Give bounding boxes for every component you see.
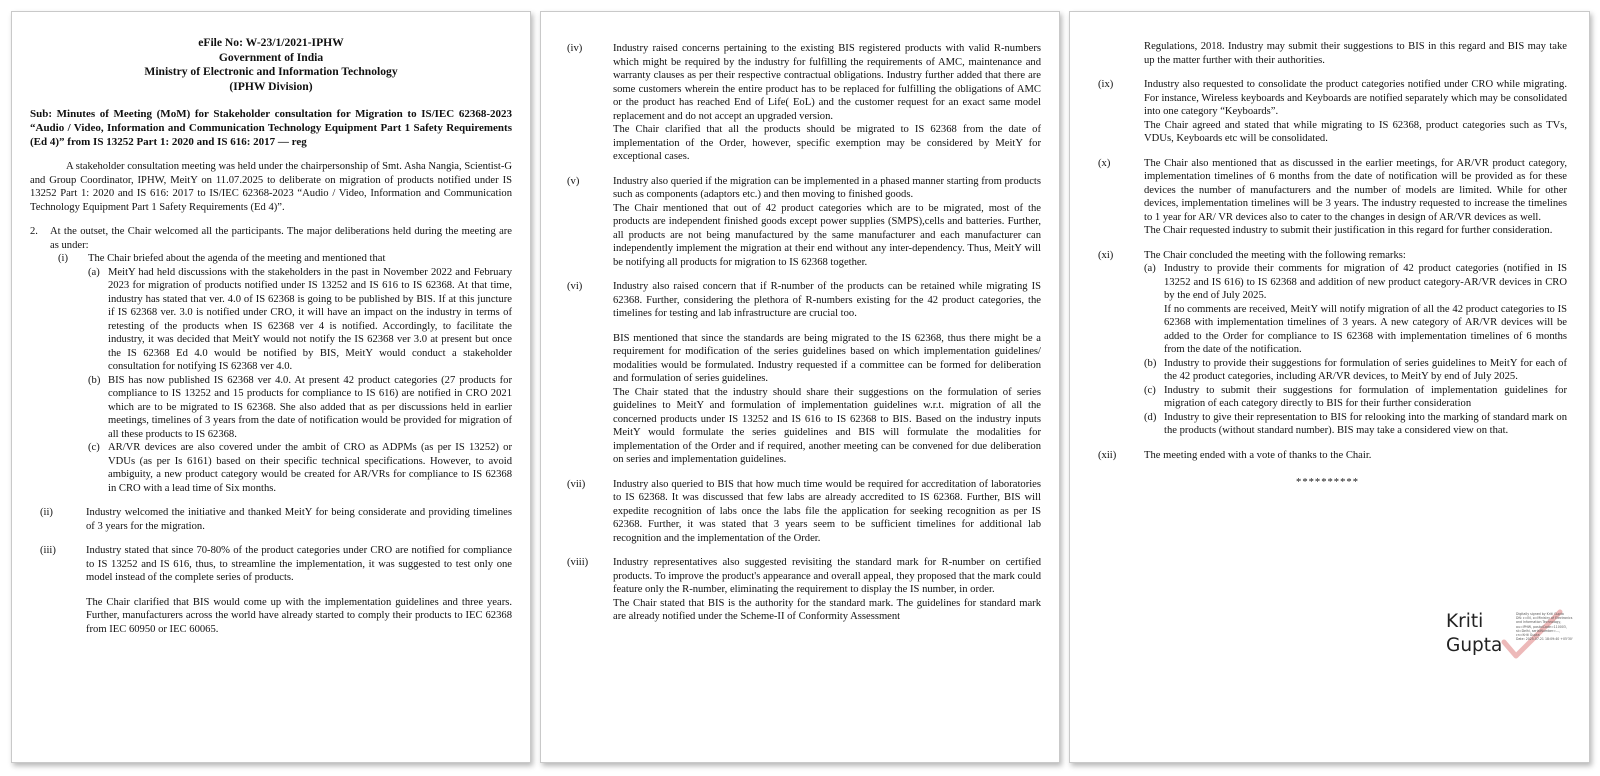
item-number: (xi): [1098, 249, 1114, 261]
item-text-continued: The Chair clarified that BIS would come up with the implementation guidelines and three years. Further, manufacturers across the world have already started to comply their products to IEC 62368 from IEC 60950 or IEC 60065.: [86, 596, 512, 635]
sub-item-text: AR/VR devices are also covered under the ambit of CRO as ADPMs (as per IS 13252) or VDUs (as per Is 6161) based on their specific technical specifications. However, to avoid ambiguity, a new product category would be created for AR/VRs for compliance to IS 62368 in CRO with a lead time of Six months.: [108, 442, 512, 494]
remark-c: [1144, 384, 1567, 411]
item-text-continued: The Chair stated that the industry should share their suggestions on the formulation of series guidelines to MeitY and formulation of implementation guidelines w.r.t. migration of all the concerned products under IS 13252 and IS 616 to IS 62368 to BIS. Based on the industry inputs MeitY would formulate the series guidelines and BIS will formulate the modalities for implementation of the Order and if required, another meeting can be convened for due deliberation on series and implementation guidelines.: [613, 386, 1041, 465]
document-header: [30, 36, 512, 94]
sub-item-c: [88, 441, 512, 495]
remark-d: [1144, 411, 1567, 438]
item-iii: [30, 544, 512, 636]
signature-name: Kriti Gupta: [1446, 611, 1503, 656]
remark-b: [1144, 357, 1567, 384]
government-line: Government of India: [218, 50, 324, 64]
item-number: (viii): [567, 557, 589, 568]
remark-a: [1144, 262, 1567, 357]
digital-signature: [1446, 606, 1576, 666]
sub-item-letter: (b): [88, 374, 101, 386]
sub-item-text: MeitY had held discussions with the stakeholders in the past in November 2022 and February 2023 for migration of products notified under IS 13252 and IS 616 to IS 62368. At that time, industry has stated that ver. 4.0 of IS 62368 is going to be published by BIS. If at this juncture if IS 62368 ver. 3.0 is notified under CRO, it will have an impact on the industry in terms of retesting of the products when IS 62368 ver 4 is notified. Accordingly, to facilitate the industry, it was decided that MeitY would not notify the IS 62368 ver 3.0 at present but once the IS 62368 Ed 4.0 would be notified by BIS, MeitY would conduct a stakeholder consultation for notifying IS 62368 ver 4.0.: [108, 266, 512, 373]
item-text: Industry representatives also suggested revisiting the standard mark for R-number on certified products. To improve the product's appearance and overall appeal, they proposed that the mark could feature only the R-number, eliminating the requirement to display the IS number, in order.: [613, 557, 1041, 595]
remark-text: Industry to submit their suggestions for formulation of implementation guidelines for migration of each category directly to BIS for their further consideration: [1164, 384, 1567, 409]
sub-item-letter: (a): [88, 266, 100, 278]
paragraph-text: At the outset, the Chair welcomed all the participants. The major deliberations held during the meeting are as under:: [50, 226, 512, 251]
item-text: Industry welcomed the initiative and thanked MeitY for being considerate and providing timelines of 3 years for the migration.: [86, 507, 512, 532]
item-text-continued: The Chair mentioned that out of 42 product categories which are to be migrated, most of the products are independent finished goods except power supplies (SMPS),cells and batteries. Further, all products are not being manufactured by the same manufacturer and each manufacturer can independently implement the migration at their end without any inter-dependency. Thus, MeitY will be notifying all products for migration to IS 62368 together.: [613, 202, 1041, 268]
item-vii: [557, 478, 1041, 546]
ministry-line: Ministry of Electronic and Information Technology: [144, 65, 398, 78]
item-text-continued: The Chair requested industry to submit their justification in this regard for further consideration.: [1144, 225, 1553, 236]
item-text: The Chair also mentioned that as discussed in the earlier meetings, for AR/VR product category, implementation timelines of 6 months from the date of notification will be provided as for these devices the number of manufacturers and the number of models are limited. While for other devices, implementation timelines will be 3 years. The industry requested to increase the timelines to 1 year for AR/ VR devices also to cater to the changes in design of AR/VR devices as well.: [1144, 157, 1567, 223]
end-stars: **********: [1296, 477, 1359, 488]
item-ii: [30, 506, 512, 533]
item-xii: [1088, 449, 1567, 463]
remark-letter: (c): [1144, 384, 1156, 396]
item-text: Industry also raised concern that if R-number of the products can be retained while migrating IS 62368. Further, considering the plethora of R-numbers existing for the 42 product categories, the timelines for testing and lab infrastructure are crucial too.: [613, 281, 1041, 319]
item-iv: [557, 42, 1041, 164]
remark-letter: (a): [1144, 263, 1156, 274]
efile-number: eFile No: W-23/1/2021-IPHW: [198, 36, 344, 49]
subject-line: Sub: Minutes of Meeting (MoM) for Stakeholder consultation for Migration to IS/IEC 62368-2023 “Audio / Video, Information and Communication Technology Equipment Part 1 Safety Requirements (Ed 4)” from IS 13252 Part 1: 2020 and IS 616: 2017 — reg: [30, 108, 512, 148]
item-text: Industry also queried if the migration can be implemented in a phased manner starting from products such as components (adaptors etc.) and then moving to finished goods.: [613, 175, 1041, 200]
remark-letter: (d): [1144, 411, 1157, 423]
item-i: [50, 252, 512, 495]
item-text: Industry raised concerns pertaining to the existing BIS registered products with valid R-numbers which might be required by the industry for fulfilling the requirements of AMC, maintenance and warranty clauses as per their respective contractual obligations. Industry further added that there are some customers wherein the entire product has to be replaced for fulfilling the obligations of AMC or the product has reached End of Life( EoL) and the customer request for an exact same model replacement and do not accept an upgraded version.: [613, 43, 1041, 122]
item-x: [1088, 157, 1567, 238]
item-text: The meeting ended with a vote of thanks to the Chair.: [1144, 449, 1372, 461]
signature-stamp-text: Digitally signed by Kriti Gupta DN: c=IN, o=Ministry of Electronics and Information Technology, ou=IPHW, postalCode=110003, st=Delhi, serialNumber=..., cn=Kriti Gupta Date: 2025.07.21 18:09:40 +05'30': [1516, 612, 1573, 642]
document-page-2: [540, 11, 1060, 763]
item-number: (iii): [40, 545, 56, 557]
division-line: (IPHW Division): [229, 79, 313, 93]
sub-item-text: BIS has now published IS 62368 ver 4.0. At present 42 product categories (27 products for compliance to IS 13252 and 15 products for compliance to IS 616) are notified in CRO 2021 which are to be migrated to IS 62368. She also added that as per discussions held in earlier meetings, timelines of 3 years from the date of notification would be provided for migration of all these products to IS 62368.: [108, 374, 512, 440]
item-number: (v): [567, 175, 580, 187]
item-number: (iv): [567, 43, 583, 54]
item-number: (vii): [567, 478, 586, 490]
item-vi: [557, 280, 1041, 467]
remark-text-continued: If no comments are received, MeitY will notify migration of all the 42 product categories to IS 62368 with implementation timelines of 3 years. A new category of AR/VR devices will be added to the Order for compliance to IS 62368 with implementation timelines of 6 months from the date of the notification.: [1164, 303, 1567, 355]
item-number: (xii): [1098, 449, 1117, 461]
intro-paragraph: A stakeholder consultation meeting was held under the chairpersonship of Smt. Asha Nangia, Scientist-G and Group Coordinator, IPHW, MeitY on 11.07.2025 to deliberate on migration of products notified under IS 13252 Part 1: 2020 and IS 616: 2017 to IS/IEC 62368-2023 “Audio / Video, Information and Communication Technology Equipment Part 1 Safety Requirements (Ed 4)”.: [30, 161, 512, 213]
item-number: (vi): [567, 281, 583, 292]
item-viii-continued: [1088, 40, 1567, 67]
remark-letter: (b): [1144, 357, 1157, 369]
item-text: The Chair concluded the meeting with the following remarks:: [1144, 249, 1406, 261]
item-viii: [557, 556, 1041, 624]
item-text: Industry also queried to BIS that how much time would be required for accreditation of laboratories to IS 62368. It was discussed that few labs are already accredited to IS 62368. Further, BIS will expedite recognition of labs once the labs file the application for seeking recognition as per IS 62368. Further, it was stated that 3 years seem to be sufficient timelines for additional lab recognition and the implementation of the Order.: [613, 478, 1041, 544]
item-v: [557, 175, 1041, 270]
sub-item-a: [88, 266, 512, 374]
item-text: Industry also requested to consolidate the product categories notified under CRO while migrating. For instance, Wireless keyboards and Keyboards are notified separately which may be consolidated into one category “Keyboards”.: [1144, 79, 1567, 117]
remark-text: Industry to provide their comments for migration of 42 product categories (notified in IS 13252 and IS 616) to IS 62368 and addition of new product category-AR/VR devices in CRO by the end of July 2025.: [1164, 263, 1567, 301]
remark-text: Industry to provide their suggestions for formulation of series guidelines to MeitY for each of the 42 product categories, including AR/VR devices, to MeitY by end of July 2025.: [1164, 357, 1567, 382]
item-text: Industry stated that since 70-80% of the product categories under CRO are notified for compliance to IS 13252 and IS 616, thus, to streamline the implementation, it was suggested to test only one model instead of the complete series of products.: [86, 545, 512, 584]
document-page-3: [1069, 11, 1590, 763]
item-xi: [1088, 249, 1567, 438]
sub-item-letter: (c): [88, 442, 100, 454]
item-text-continued: The Chair agreed and stated that while migrating to IS 62368, product categories such as TVs, VDUs, Keyboards etc will be consolidated.: [1144, 119, 1567, 144]
item-ix: [1088, 78, 1567, 146]
remark-text: Industry to give their representation to BIS for relooking into the marking of standard mark on the products (without standard number). BIS may take a considered view on that.: [1164, 411, 1567, 436]
item-text: Regulations, 2018. Industry may submit their suggestions to BIS in this regard and BIS may take up the matter further with their authorities.: [1144, 41, 1567, 66]
document-page-1: [11, 11, 531, 763]
paragraph-2: [30, 225, 512, 495]
paragraph-number: 2.: [30, 226, 38, 238]
item-text: The Chair briefed about the agenda of the meeting and mentioned that: [88, 253, 386, 265]
item-number: (x): [1098, 157, 1111, 169]
item-number: (i): [58, 253, 68, 265]
item-text-continued: The Chair stated that BIS is the authority for the standard mark. The guidelines for standard mark are already notified under the Scheme-II of Conformity Assessment: [613, 597, 1041, 622]
sub-item-b: [88, 374, 512, 442]
item-number: (ii): [40, 507, 53, 519]
item-text-continued: BIS mentioned that since the standards are being migrated to the IS 62368, thus there might be a requirement for modification of the series guidelines based on which implementation guidelines/ modalities would be formulated. Industry requested if a committee can be formed for deliberation and formulation of series guidelines.: [613, 332, 1041, 384]
item-number: (ix): [1098, 79, 1114, 90]
item-text-continued: The Chair clarified that all the products should be migrated to IS 62368 from the date of implementation of the Order, however, specific exemption may be considered by MeitY for exceptional cases.: [613, 124, 1041, 162]
